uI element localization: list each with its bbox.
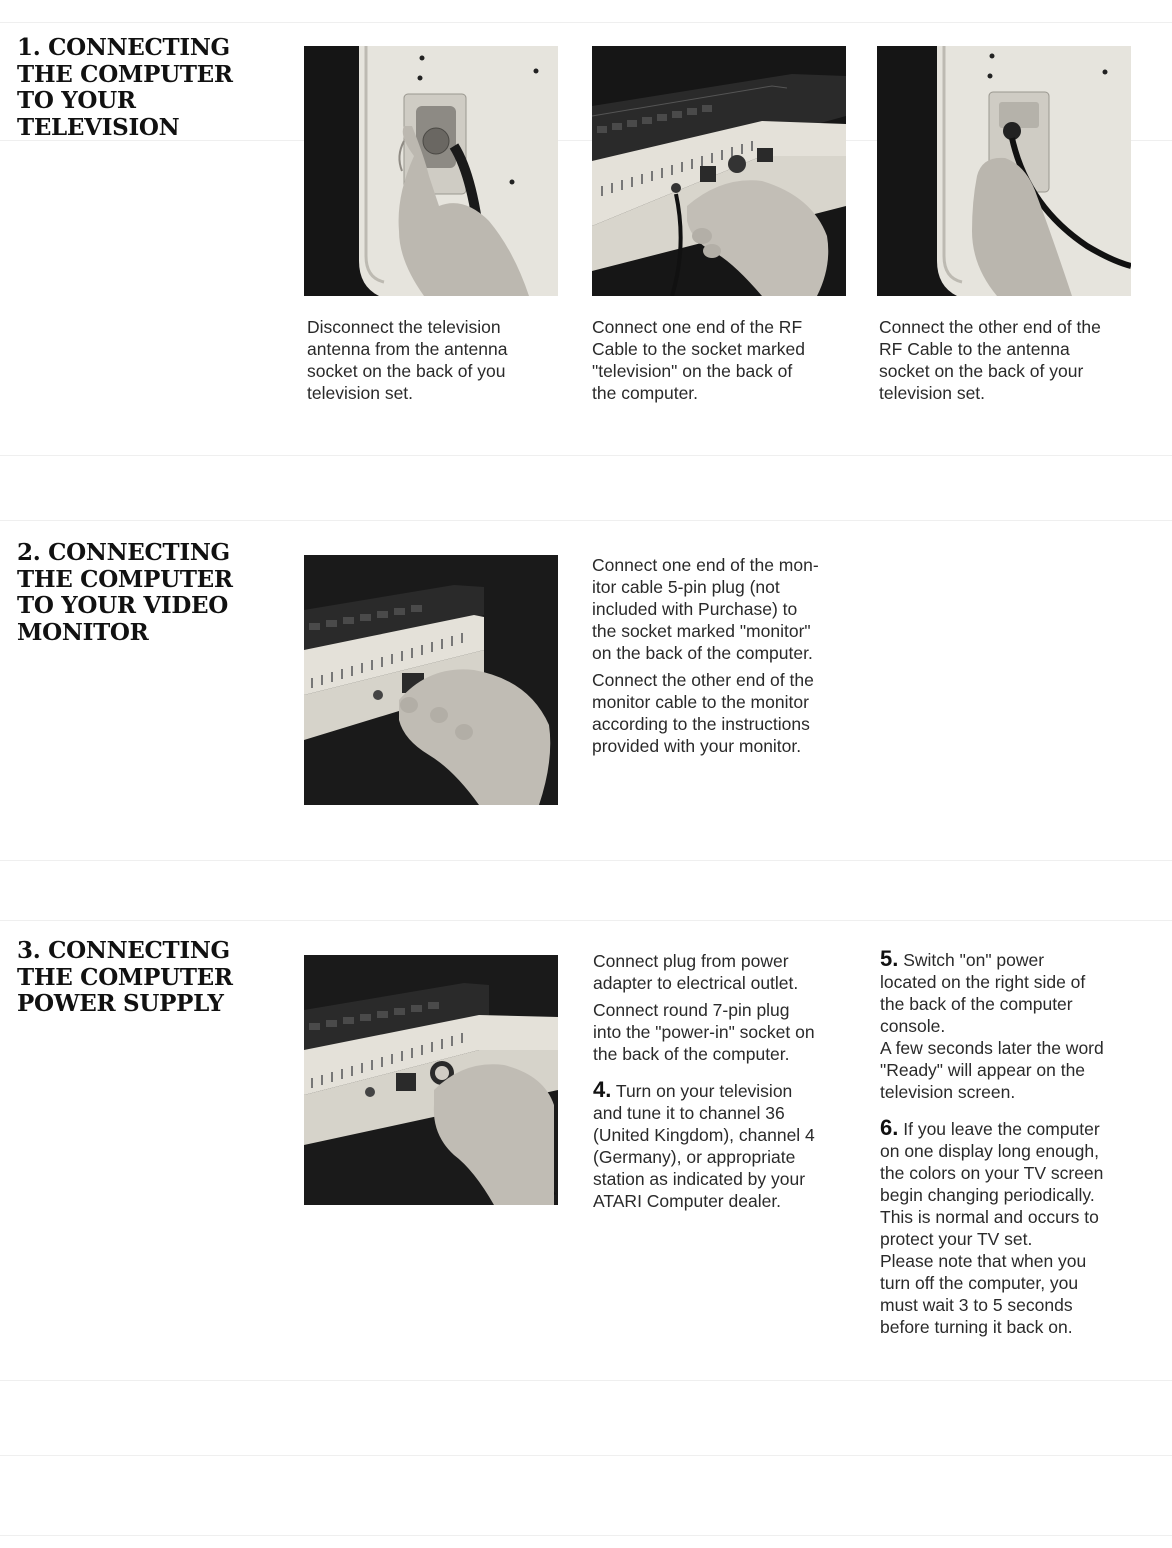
text-line: into the "power-in" socket on (593, 1022, 815, 1042)
text-line: the colors on your TV screen (880, 1163, 1104, 1183)
text-line: the back of the computer (880, 994, 1073, 1014)
heading-line: THE COMPUTER (17, 963, 233, 991)
caption-line: Connect the other end of the (879, 317, 1101, 337)
photo-rf-cable-computer (592, 46, 846, 296)
photo-illustration (592, 46, 846, 296)
photo-illustration (304, 46, 558, 296)
text-line: Connect plug from power (593, 951, 789, 971)
text-line: included with Purchase) to (592, 599, 798, 619)
text-line: This is normal and occurs to (880, 1207, 1099, 1227)
text-line: on the back of the computer. (592, 643, 813, 663)
caption-line: Connect one end of the RF (592, 317, 803, 337)
step-6 (880, 1117, 1165, 1338)
caption-line: "television" on the back of (592, 361, 793, 381)
scan-rule (0, 520, 1172, 521)
scan-rule (0, 1535, 1172, 1536)
caption-line: television set. (307, 383, 414, 403)
text-line: A few seconds later the word (880, 1038, 1104, 1058)
text-line: (United Kingdom), channel 4 (593, 1125, 815, 1145)
step-text: If you leave the computer (903, 1119, 1100, 1139)
heading-line: TO YOUR (17, 87, 136, 114)
text-line: according to the instructions (592, 714, 810, 734)
photo-illustration (304, 555, 558, 805)
photo-tv-antenna-disconnect (304, 46, 558, 296)
text-line: Connect one end of the mon- (592, 555, 819, 575)
paragraph (593, 950, 868, 994)
scan-rule (0, 1455, 1172, 1456)
scan-rule (0, 920, 1172, 921)
caption-line: Cable to the socket marked (592, 339, 806, 359)
heading-line: MONITOR (17, 618, 149, 646)
step-5 (880, 948, 1165, 1103)
heading-line: THE COMPUTER (17, 565, 233, 593)
scan-rule (0, 860, 1172, 861)
step-4 (593, 1079, 868, 1212)
caption-line: socket on the back of you (307, 361, 506, 381)
heading-line: TO YOUR VIDEO (17, 592, 229, 619)
heading-line: 2. CONNECTING (17, 539, 230, 566)
photo-monitor-cable (304, 555, 558, 805)
section-3-steps-5-6 (880, 948, 1165, 1343)
caption-step-1b (592, 316, 857, 404)
text-line: turn off the computer, you (880, 1273, 1079, 1293)
text-line: Please note that when you (880, 1251, 1087, 1271)
text-line: on one display long enough, (880, 1141, 1099, 1161)
caption-line: the computer. (592, 383, 699, 403)
step-number: 4. (593, 1077, 612, 1102)
step-number: 5. (880, 946, 899, 971)
text-line: protect your TV set. (880, 1229, 1033, 1249)
step-text: Switch "on" power (903, 950, 1045, 970)
text-line: and tune it to channel 36 (593, 1103, 785, 1123)
section-3-heading (17, 938, 233, 1018)
text-line: itor cable 5-pin plug (not (592, 577, 780, 597)
text-line: provided with your monitor. (592, 736, 802, 756)
photo-power-supply (304, 955, 558, 1205)
caption-step-1c (879, 316, 1159, 404)
caption-line: Disconnect the television (307, 317, 501, 337)
caption-line: antenna from the antenna (307, 339, 508, 359)
text-line: before turning it back on. (880, 1317, 1073, 1337)
caption-line: socket on the back of your (879, 361, 1084, 381)
text-line: must wait 3 to 5 seconds (880, 1295, 1073, 1315)
text-line: "Ready" will appear on the (880, 1060, 1086, 1080)
text-line: Connect round 7-pin plug (593, 1000, 790, 1020)
text-line: the socket marked "monitor" (592, 621, 811, 641)
step-number: 6. (880, 1115, 899, 1140)
heading-line: 3. CONNECTING (17, 937, 230, 964)
section-2-heading (17, 540, 233, 646)
heading-line: 1. CONNECTING (17, 34, 230, 61)
paragraph (592, 554, 862, 664)
text-line: adapter to electrical outlet. (593, 973, 799, 993)
text-line: (Germany), or appropriate (593, 1147, 796, 1167)
caption-line: RF Cable to the antenna (879, 339, 1070, 359)
text-line: the back of the computer. (593, 1044, 790, 1064)
scan-rule (0, 1380, 1172, 1381)
text-line: monitor cable to the monitor (592, 692, 809, 712)
photo-illustration (304, 955, 558, 1205)
text-line: Connect the other end of the (592, 670, 814, 690)
section-1-heading (17, 35, 233, 141)
paragraph (592, 669, 862, 757)
photo-rf-cable-tv (877, 46, 1131, 296)
text-line: begin changing periodically. (880, 1185, 1095, 1205)
paragraph (593, 999, 868, 1065)
text-line: station as indicated by your (593, 1169, 806, 1189)
text-line: television screen. (880, 1082, 1016, 1102)
photo-illustration (877, 46, 1131, 296)
heading-line: POWER SUPPLY (17, 990, 224, 1017)
caption-step-1a (307, 316, 567, 404)
step-text: Turn on your television (615, 1081, 793, 1101)
heading-line: TELEVISION (17, 113, 180, 141)
scan-rule (0, 22, 1172, 23)
scan-rule (0, 455, 1172, 456)
text-line: console. (880, 1016, 946, 1036)
heading-line: THE COMPUTER (17, 60, 233, 88)
caption-line: television set. (879, 383, 986, 403)
text-line (880, 948, 1165, 971)
text-line: ATARI Computer dealer. (593, 1191, 782, 1211)
text-line (880, 1117, 1165, 1140)
section-3-instructions (593, 950, 868, 1217)
section-2-instructions (592, 554, 862, 762)
text-line (593, 1079, 868, 1102)
text-line: located on the right side of (880, 972, 1086, 992)
